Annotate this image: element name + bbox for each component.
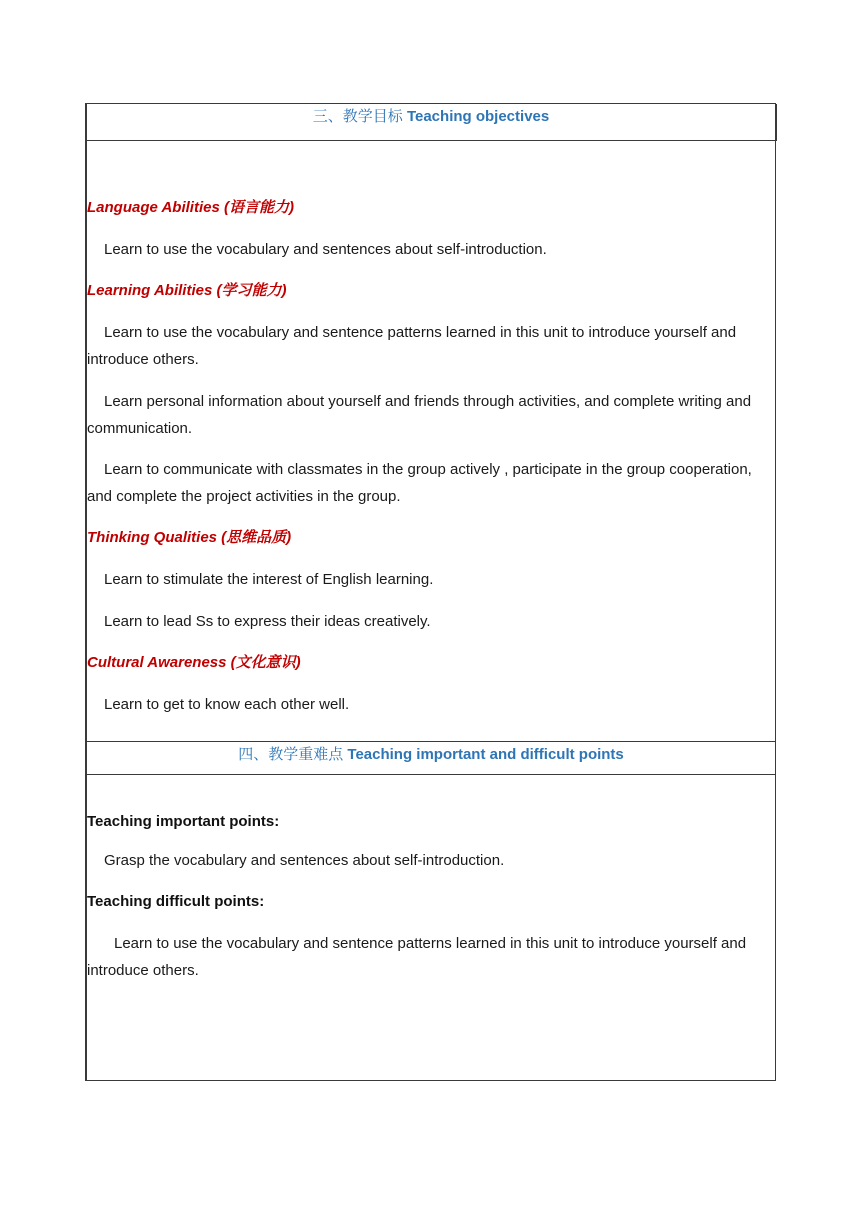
learning-abilities-paragraph-3: Learn to communicate with classmates in the group actively , participate in the group cooperation, and complete the project activities in the group.: [87, 461, 752, 505]
key-points-header-cn: 四、教学重难点: [238, 746, 344, 763]
important-points-paragraph: Grasp the vocabulary and sentences about self-introduction.: [104, 852, 505, 869]
key-points-header-en: Teaching important and difficult points: [347, 746, 624, 763]
lesson-plan-table: [85, 103, 776, 1081]
learning-abilities-heading: Learning Abilities (学习能力): [87, 282, 287, 299]
objectives-header-en: Teaching objectives: [406, 108, 550, 125]
difficult-points-heading: Teaching difficult points:: [87, 893, 265, 910]
learning-abilities-paragraph-2: Learn personal information about yourself and friends through activities, and complete writing and communication.: [87, 393, 752, 437]
language-abilities-paragraph: Learn to use the vocabulary and sentences about self-introduction.: [104, 241, 547, 258]
important-points-heading: Teaching important points:: [87, 813, 280, 830]
key-points-header: [86, 741, 776, 775]
cultural-awareness-heading: Cultural Awareness (文化意识): [87, 654, 301, 671]
thinking-qualities-heading: Thinking Qualities (思维品质): [87, 529, 292, 546]
language-abilities-heading: Language Abilities (语言能力): [87, 199, 294, 216]
objectives-header: [87, 104, 777, 141]
thinking-qualities-paragraph-2: Learn to lead Ss to express their ideas creatively.: [104, 613, 431, 630]
objectives-header-cn: 三、教学目标: [312, 108, 403, 125]
learning-abilities-paragraph-1: Learn to use the vocabulary and sentence patterns learned in this unit to introduce yourself and introduce others.: [87, 324, 737, 368]
cultural-awareness-paragraph: Learn to get to know each other well.: [104, 696, 350, 713]
thinking-qualities-paragraph-1: Learn to stimulate the interest of English learning.: [104, 571, 434, 588]
difficult-points-paragraph: Learn to use the vocabulary and sentence patterns learned in this unit to introduce yourself and introduce others.: [87, 935, 747, 979]
